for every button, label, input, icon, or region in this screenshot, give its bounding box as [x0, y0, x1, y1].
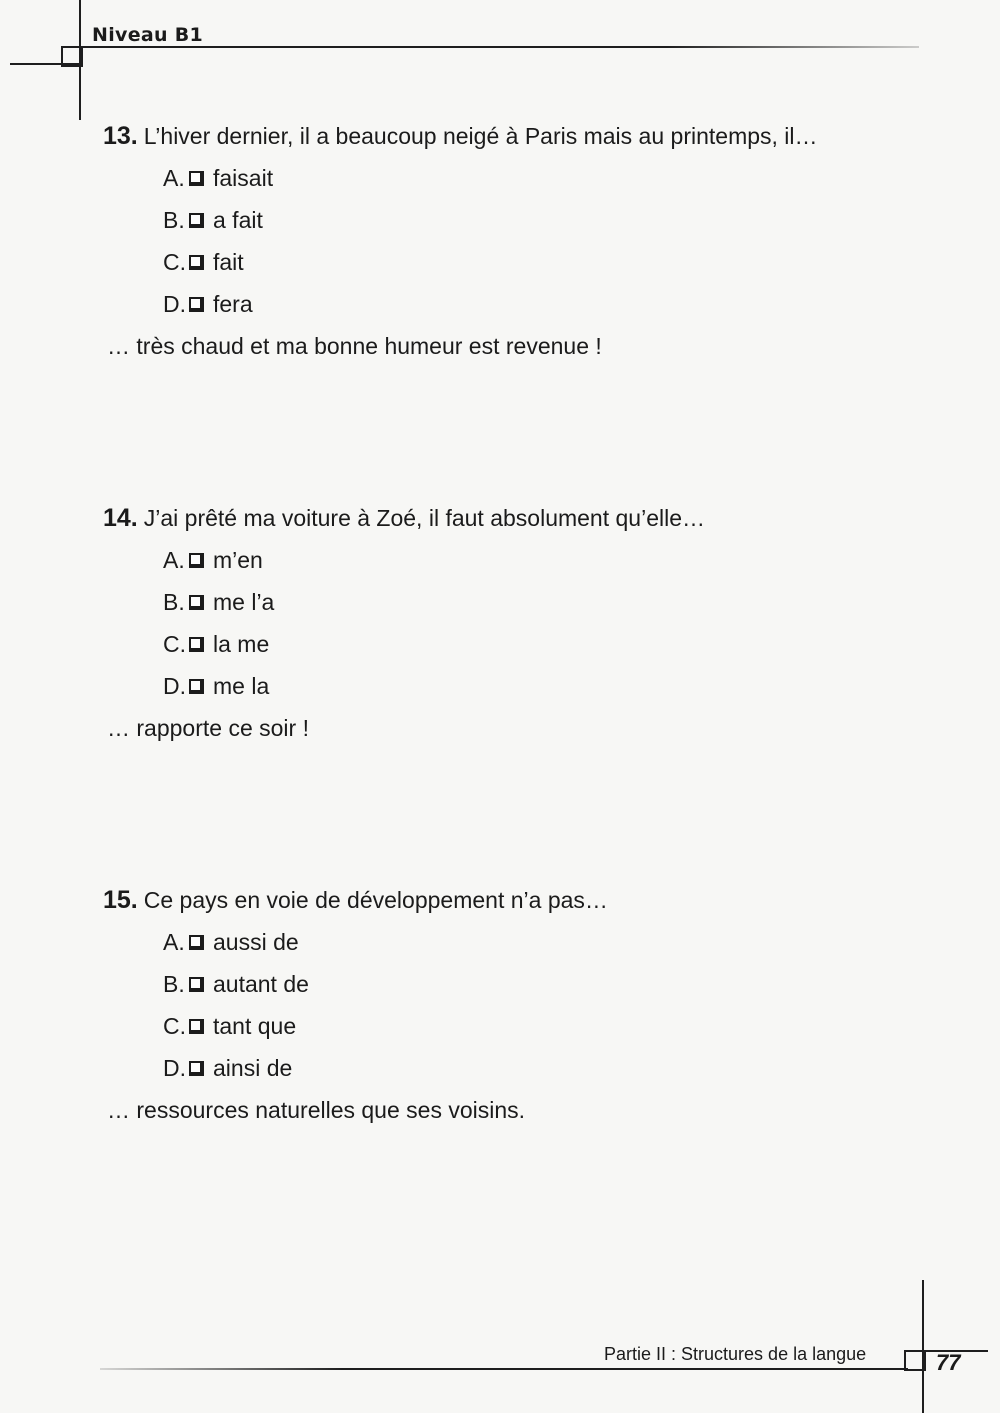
question-text: J’ai prêté ma voiture à Zoé, il faut absolument qu’elle… [143, 505, 705, 531]
option-text: a fait [213, 206, 263, 233]
options-list [163, 546, 963, 700]
question-prompt [103, 122, 963, 150]
option-text: tant que [213, 1012, 297, 1039]
checkbox-icon[interactable] [189, 935, 204, 950]
checkbox-icon[interactable] [189, 171, 204, 186]
option-a[interactable] [163, 164, 963, 192]
question-ending: … très chaud et ma bonne humeur est revenue ! [107, 333, 602, 359]
option-text: ainsi de [213, 1054, 293, 1081]
option-text: m’en [213, 546, 263, 573]
option-letter: B. [163, 206, 185, 233]
question-ending: … rapporte ce soir ! [107, 715, 309, 741]
option-a[interactable] [163, 546, 963, 574]
footer-bottom-rule [100, 1368, 908, 1370]
option-d[interactable] [163, 290, 963, 318]
question-number: 14. [103, 504, 138, 532]
checkbox-icon[interactable] [189, 977, 204, 992]
option-letter: B. [163, 970, 185, 997]
option-text: me l’a [213, 588, 275, 615]
option-letter: A. [163, 164, 185, 191]
option-b[interactable] [163, 206, 963, 234]
option-text: autant de [213, 970, 309, 997]
option-text: fait [213, 248, 244, 275]
checkbox-icon[interactable] [189, 553, 204, 568]
option-text: fera [213, 290, 253, 317]
question-14 [103, 504, 963, 742]
options-list [163, 164, 963, 318]
question-prompt [103, 504, 963, 532]
footer-section-label: Partie II : Structures de la langue [604, 1344, 867, 1364]
checkbox-icon[interactable] [189, 679, 204, 694]
question-number: 15. [103, 886, 138, 914]
page-number: 77 [936, 1350, 961, 1375]
option-letter: A. [163, 546, 185, 573]
option-text: aussi de [213, 928, 299, 955]
header-corner-box [61, 46, 83, 67]
question-13 [103, 122, 963, 360]
question-15 [103, 886, 963, 1124]
option-letter: D. [163, 1054, 186, 1081]
option-a[interactable] [163, 928, 963, 956]
checkbox-icon[interactable] [189, 637, 204, 652]
footer-vertical-rule [922, 1280, 924, 1413]
option-letter: A. [163, 928, 185, 955]
question-number: 13. [103, 122, 138, 150]
option-letter: C. [163, 1012, 186, 1039]
question-text: Ce pays en voie de développement n’a pas… [143, 887, 608, 913]
option-text: me la [213, 672, 270, 699]
option-b[interactable] [163, 588, 963, 616]
option-d[interactable] [163, 1054, 963, 1082]
option-c[interactable] [163, 248, 963, 276]
checkbox-icon[interactable] [189, 1019, 204, 1034]
header-top-rule [79, 46, 919, 48]
footer-corner-box [904, 1350, 926, 1371]
option-letter: C. [163, 248, 186, 275]
option-text: faisait [213, 164, 274, 191]
option-c[interactable] [163, 1012, 963, 1040]
question-ending: … ressources naturelles que ses voisins. [107, 1097, 526, 1123]
option-letter: C. [163, 630, 186, 657]
checkbox-icon[interactable] [189, 595, 204, 610]
option-text: la me [213, 630, 270, 657]
checkbox-icon[interactable] [189, 213, 204, 228]
question-text: L’hiver dernier, il a beaucoup neigé à Paris mais au printemps, il… [143, 123, 818, 149]
checkbox-icon[interactable] [189, 297, 204, 312]
question-prompt [103, 886, 963, 914]
options-list [163, 928, 963, 1082]
option-d[interactable] [163, 672, 963, 700]
checkbox-icon[interactable] [189, 1061, 204, 1076]
level-label: Niveau B1 [92, 24, 204, 46]
option-letter: D. [163, 290, 186, 317]
option-c[interactable] [163, 630, 963, 658]
option-letter: D. [163, 672, 186, 699]
option-b[interactable] [163, 970, 963, 998]
checkbox-icon[interactable] [189, 255, 204, 270]
option-letter: B. [163, 588, 185, 615]
